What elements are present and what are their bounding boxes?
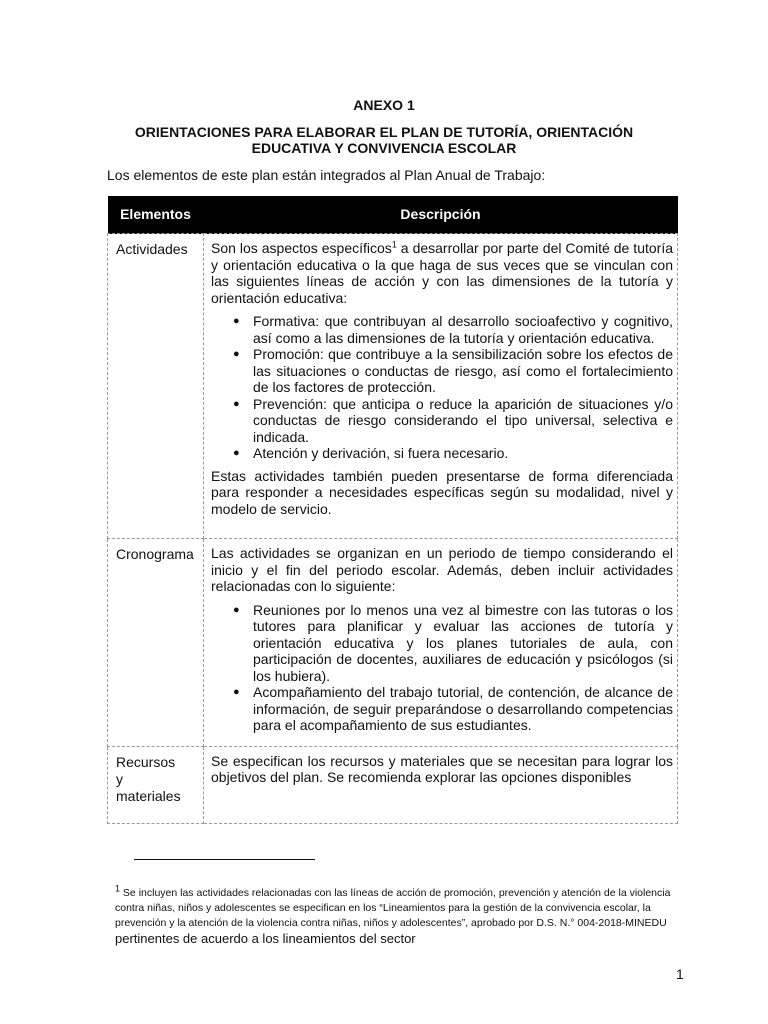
- element-cell: Actividades: [108, 234, 204, 539]
- description-cell: [204, 539, 678, 747]
- footnote-text: Se incluyen las actividades relacionadas con las líneas de acción de promoción, prevención y atención de la violencia contra niñas, niños y adolescentes se especifican en los “Lineamientos para la gestión de la convivencia escolar, la prevención y la atención de la violencia contra niñas, niños y adolescentes”, aprobado por D.S. N.° 004-2018-MINEDU: [115, 887, 671, 929]
- element-cell: [108, 746, 204, 823]
- bullet-list: [211, 602, 673, 734]
- description-cell: [204, 234, 678, 539]
- table-row-recursos: [108, 746, 678, 823]
- description-closing: Estas actividades también pueden presentarse de forma diferenciada para responder a necesidades específicas según su modalidad, nivel y modelo de servicio.: [211, 467, 673, 517]
- bullet-icon: ●: [233, 348, 240, 360]
- table-row-actividades: [108, 234, 678, 539]
- bullet-icon: ●: [233, 315, 240, 327]
- footnote-marker: 1: [115, 883, 121, 894]
- intro-text: Son los aspectos específicos: [211, 240, 392, 256]
- header-description: Descripción: [204, 196, 678, 234]
- list-item: [233, 395, 673, 446]
- intro-text-continued: a desarrollar por parte del Comité de tutoría y orientación educativa o la que haga de sus veces que se vinculan con las siguientes líneas de acción y con las dimensiones de la tutoría y orientación educativa:: [211, 240, 673, 306]
- list-item: [233, 684, 673, 734]
- element-cell: Cronograma: [108, 539, 204, 747]
- bullet-icon: ●: [233, 686, 240, 698]
- list-item: [233, 445, 673, 462]
- page-number: 1: [676, 966, 684, 982]
- footnote-tail: pertinentes de acuerdo a los lineamientos del sector: [115, 931, 416, 946]
- annex-title: ANEXO 1: [353, 97, 415, 113]
- document-title: [120, 124, 648, 156]
- description-intro: [211, 240, 673, 306]
- list-item-text: Reuniones por lo menos una vez al bimestre con las tutoras o los tutores para planificar y evaluar las acciones de tutoría y orientación educativa y los planes tutoriales de aula, con participación de docentes, auxiliares de educación y psicólogos (si los hubiera).: [253, 601, 673, 684]
- title-line-2: EDUCATIVA Y CONVIVENCIA ESCOLAR: [251, 140, 517, 156]
- description-cell: [204, 746, 678, 823]
- bullet-icon: ●: [233, 603, 240, 616]
- list-item: [233, 346, 673, 396]
- footnote-separator: [134, 859, 315, 860]
- title-line-1: ORIENTACIONES PARA ELABORAR EL PLAN DE TUTORÍA, ORIENTACIÓN: [134, 124, 634, 140]
- list-item-text: Formativa: que contribuyan al desarrollo socioafectivo y cognitivo, así como a las dimensiones de la tutoría y orientación educativa.: [253, 313, 673, 346]
- header-elements: Elementos: [108, 196, 204, 234]
- intro-paragraph: Los elementos de este plan están integrados al Plan Anual de Trabajo:: [107, 167, 546, 183]
- footnote: [115, 883, 683, 948]
- plan-elements-table: [107, 196, 678, 824]
- table-header-row: [108, 196, 678, 234]
- list-item-text: Atención y derivación, si fuera necesario.: [253, 445, 509, 461]
- bullet-list: [211, 313, 673, 462]
- element-label-line: materiales: [116, 787, 181, 804]
- description-intro: Se especifican los recursos y materiales que se necesitan para lograr los objetivos del plan. Se recomienda explorar las opciones disponibles: [211, 752, 673, 785]
- list-item: [233, 601, 673, 685]
- element-label-line: y: [116, 770, 123, 787]
- footnote-ref: 1: [391, 239, 397, 250]
- list-item-text: Prevención: que anticipa o reduce la aparición de situaciones y/o conductas de riesgo considerando el tipo universal, selectiva e indicada.: [253, 395, 673, 445]
- bullet-icon: ●: [233, 447, 240, 459]
- bullet-icon: ●: [233, 397, 240, 410]
- table-row-cronograma: [108, 539, 678, 747]
- list-item-text: Promoción: que contribuye a la sensibilización sobre los efectos de las situaciones o conductas de riesgo, así como el fortalecimiento de los factores de protección.: [253, 346, 673, 395]
- list-item-text: Acompañamiento del trabajo tutorial, de contención, de alcance de información, de seguir preparándose o desarrollando competencias para el acompañamiento de sus estudiantes.: [253, 684, 673, 733]
- list-item: [233, 313, 673, 346]
- description-intro: Las actividades se organizan en un periodo de tiempo considerando el inicio y el fin del periodo escolar. Además, deben incluir actividades relacionadas con lo siguiente:: [211, 545, 673, 594]
- element-label-line: Recursos: [116, 753, 176, 770]
